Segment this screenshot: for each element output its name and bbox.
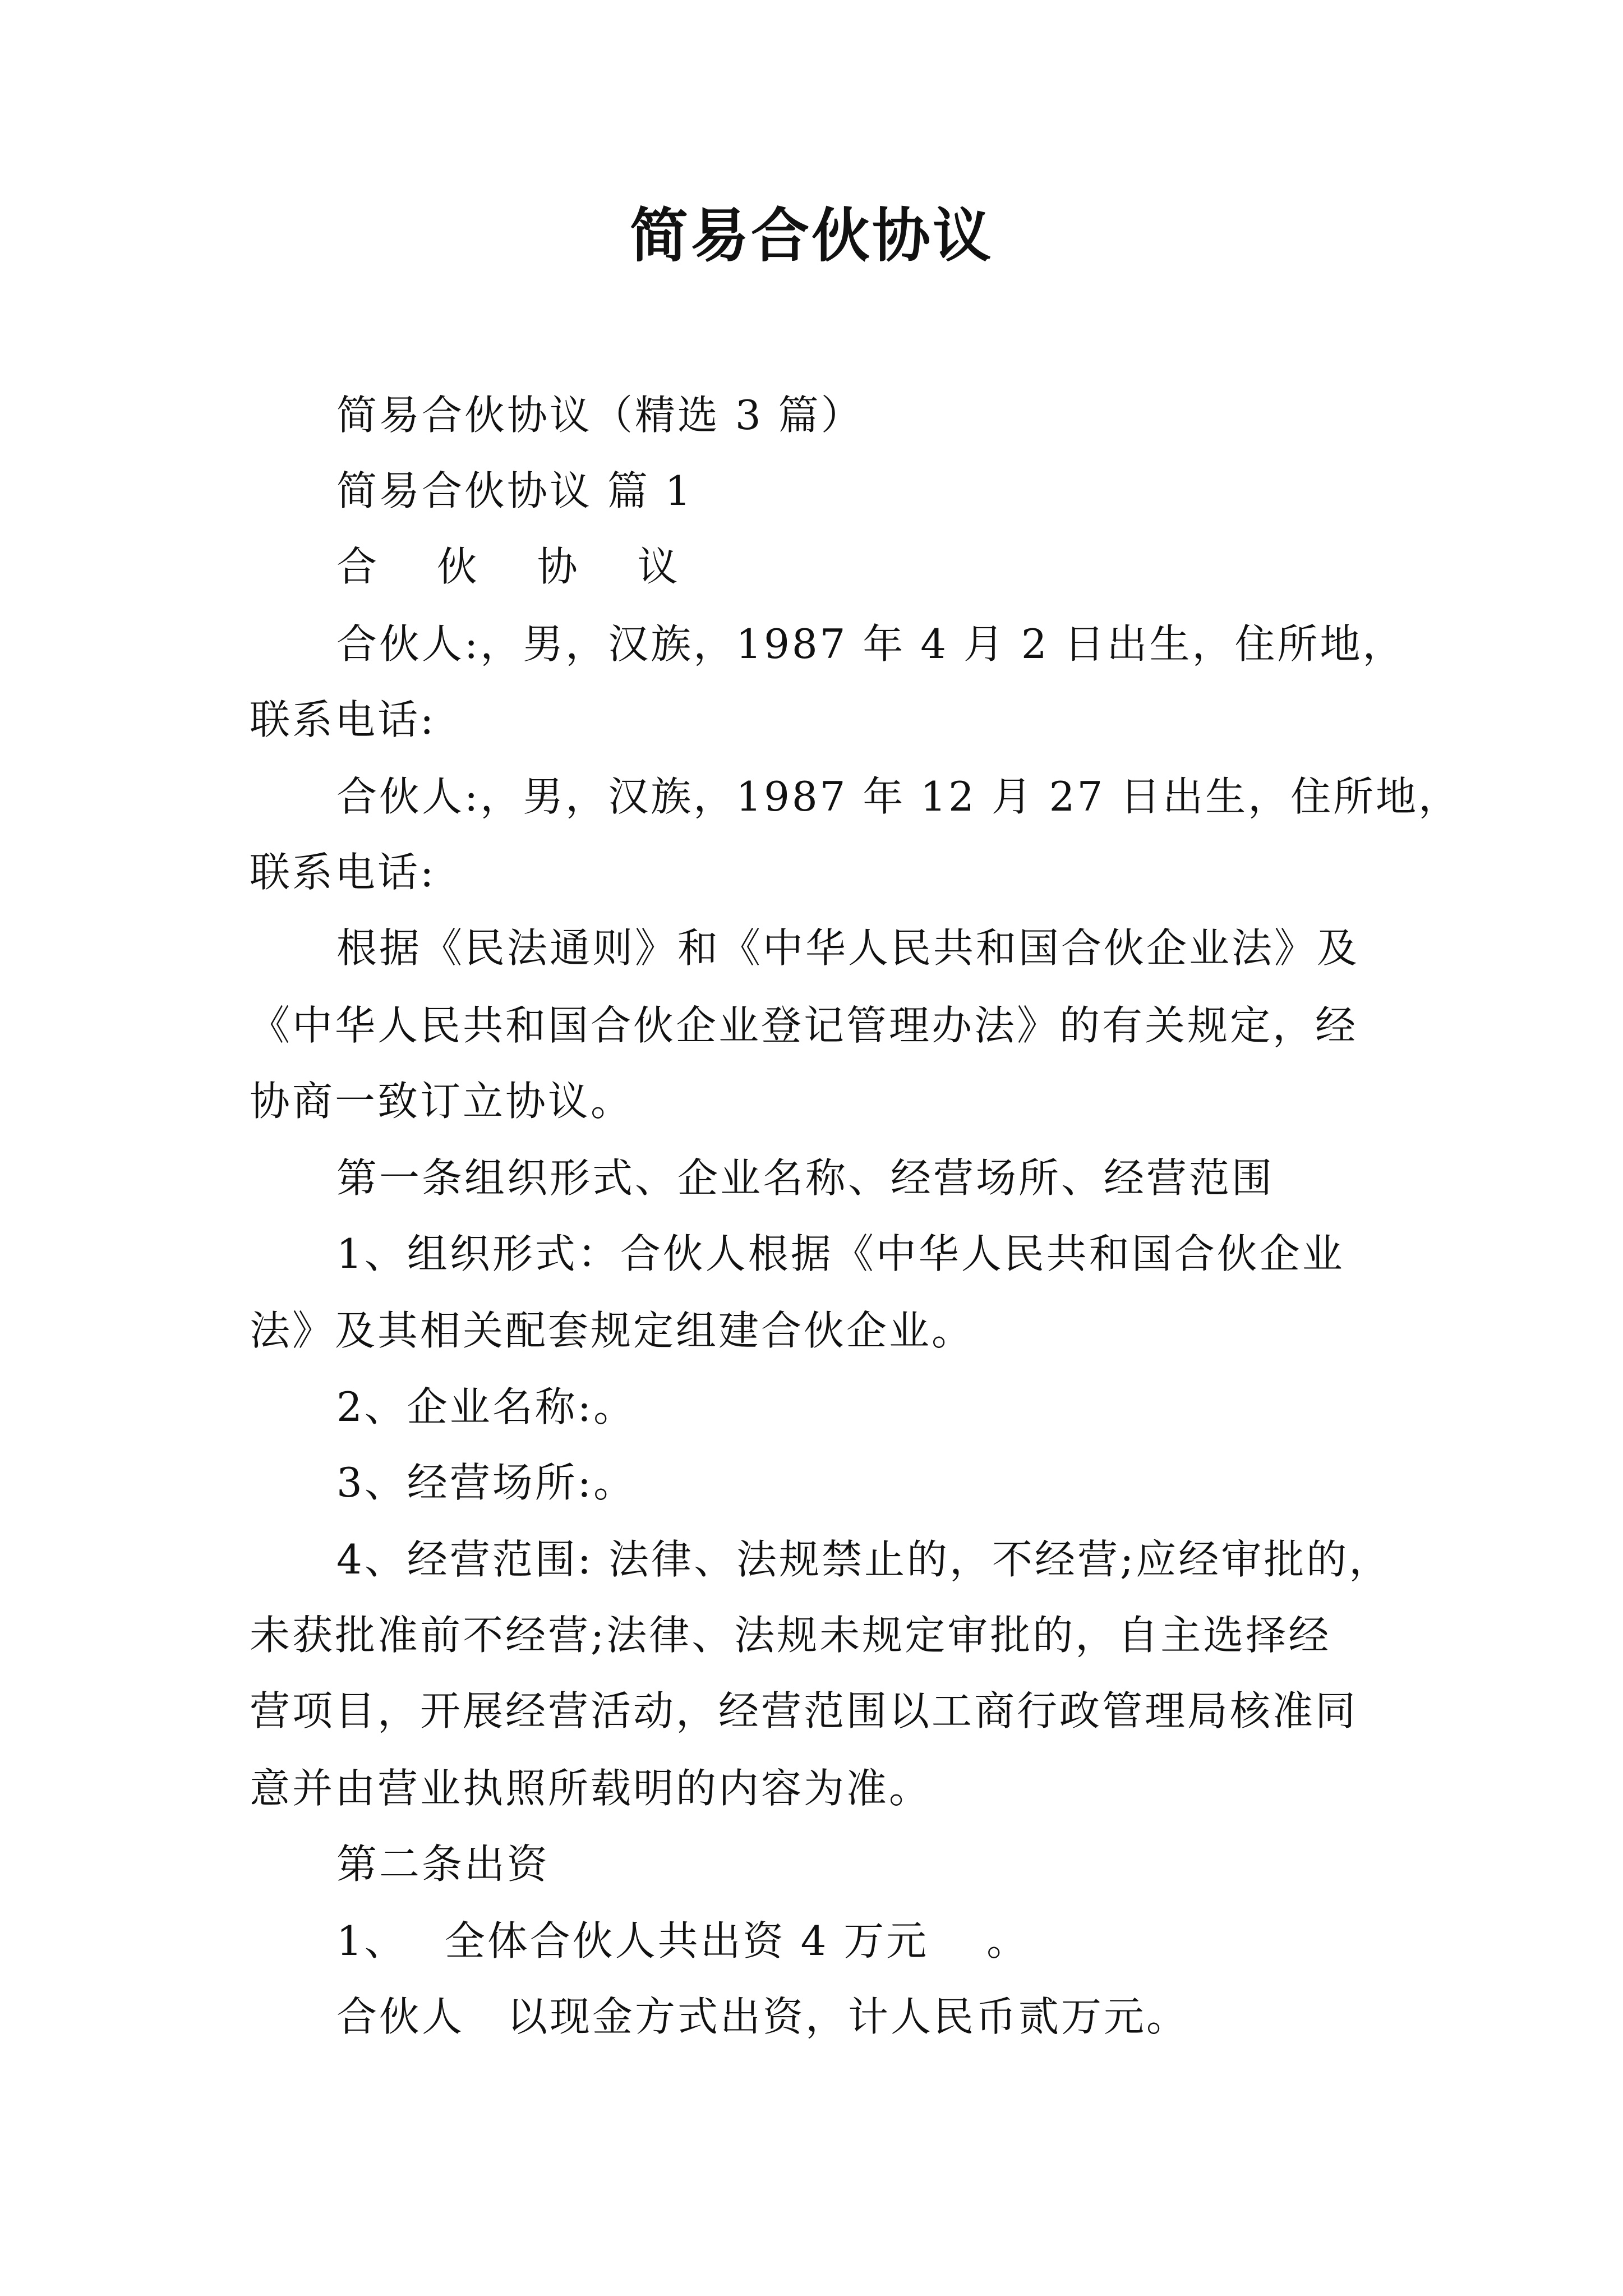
paragraph-line: 4、经营范围: 法律、法规禁止的，不经营;应经审批的， [336, 1536, 1392, 1583]
paragraph-line: 简易合伙协议（精选 3 篇） [336, 392, 864, 439]
paragraph-line: 协商一致订立协议。 [250, 1078, 634, 1125]
paragraph-line: 3、经营场所:。 [336, 1459, 637, 1506]
paragraph-line: 1、组织形式：合伙人根据《中华人民共和国合伙企业 [336, 1230, 1345, 1277]
paragraph-line: 意并由营业执照所载明的内容为准。 [250, 1765, 932, 1812]
document-title: 简易合伙协议 [629, 201, 993, 270]
paragraph-line: 联系电话: [250, 849, 436, 896]
paragraph-line: 合伙人:，男，汉族，1987 年 4 月 2 日出生，住所地， [336, 620, 1405, 668]
paragraph-line: 联系电话: [250, 696, 436, 743]
paragraph-line: 1、 全体合伙人共出资 4 万元 。 [336, 1917, 1030, 1964]
paragraph-line: 简易合伙协议 篇 1 [336, 467, 693, 514]
paragraph-line: 法》及其相关配套规定组建合伙企业。 [250, 1307, 975, 1354]
paragraph-line: 合 伙 协 议 [336, 543, 680, 590]
paragraph-line: 根据《民法通则》和《中华人民共和国合伙企业法》及 [336, 924, 1360, 972]
paragraph-line: 《中华人民共和国合伙企业登记管理办法》的有关规定，经 [250, 1002, 1358, 1049]
paragraph-line: 未获批准前不经营;法律、法规未规定审批的，自主选择经 [250, 1612, 1331, 1659]
paragraph-line: 合伙人:，男，汉族，1987 年 12 月 27 日出生，住所地， [336, 773, 1461, 820]
paragraph-line: 合伙人 以现金方式出资，计人民币贰万元。 [336, 1993, 1189, 2040]
paragraph-line: 第二条出资 [336, 1841, 550, 1888]
paragraph-line: 营项目，开展经营活动，经营范围以工商行政管理局核准同 [250, 1687, 1358, 1734]
paragraph-line: 第一条组织形式、企业名称、经营场所、经营范围 [336, 1154, 1275, 1202]
paragraph-line: 2、企业名称:。 [336, 1383, 637, 1430]
